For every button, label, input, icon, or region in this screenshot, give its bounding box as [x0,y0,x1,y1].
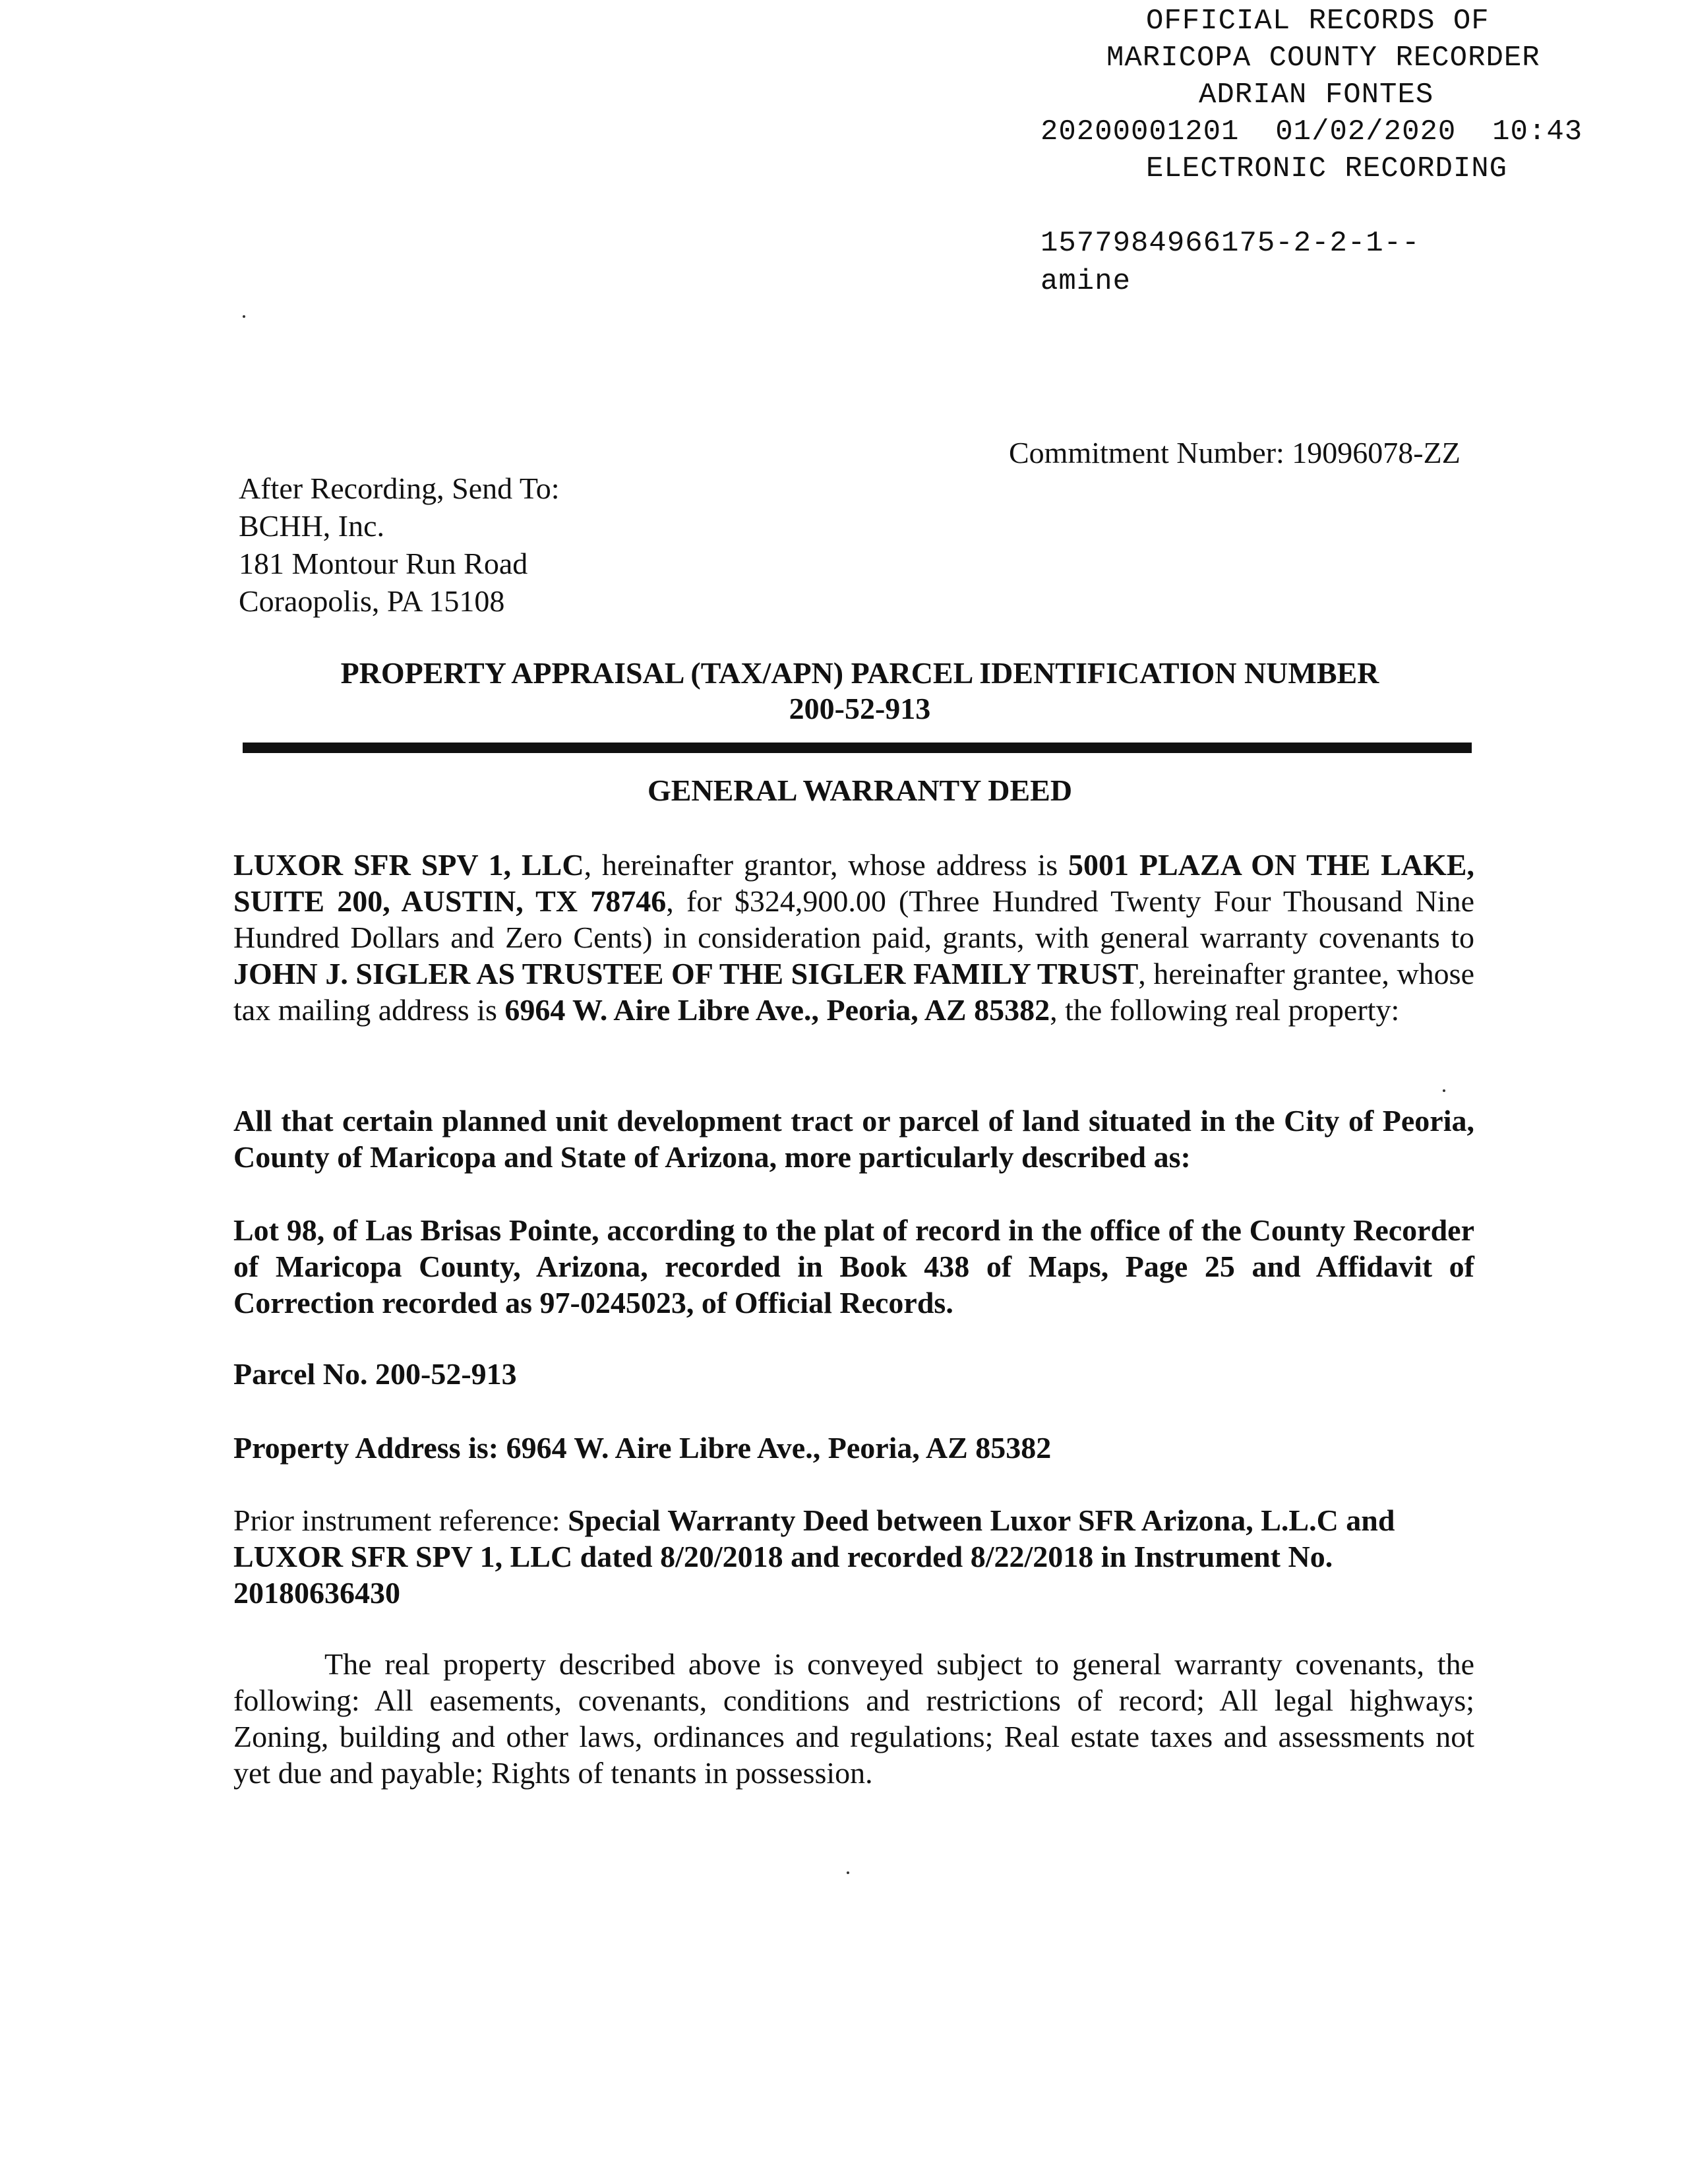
return-address [239,470,560,620]
property-address: Property Address is: 6964 W. Aire Libre Ave., Peoria, AZ 85382 [233,1431,1052,1465]
stamp-line-5: ELECTRONIC RECORDING [1146,152,1508,185]
apn-heading-title: PROPERTY APPRAISAL (TAX/APN) PARCEL IDENTIFICATION NUMBER [340,656,1379,690]
apn-heading-number: 200-52-913 [789,692,931,725]
stamp-line-3: ADRIAN FONTES [1199,78,1434,111]
stamp-id-line-2: amine [1040,265,1131,298]
grantee-address: 6964 W. Aire Libre Ave., Peoria, AZ 85382 [504,993,1050,1027]
grantee-name: JOHN J. SIGLER AS TRUSTEE OF THE SIGLER FAMILY TRUST [233,957,1139,990]
return-address-line-4: Coraopolis, PA 15108 [239,584,505,618]
scan-speck [847,1871,849,1874]
stamp-recording-number: 20200001201 01/02/2020 10:43 [1040,115,1583,148]
covenants-paragraph: The real property described above is conveyed subject to general warranty covenants, the following: All easements, covenants, conditions and restrictions of record; All legal highways; Zoning, building and other laws, ordinances and regulations; Real estate taxes and assessments not yet due and payable; Rights of tenants in possession. [233,1647,1474,1790]
prior-instrument-value: Special Warranty Deed between Luxor SFR Arizona, L.L.C and LUXOR SFR SPV 1, LLC dated 8/20/2018 and recorded 8/22/2018 in Instrument No. 20180636430 [233,1503,1395,1610]
return-address-line-1: After Recording, Send To: [239,471,560,505]
return-address-line-2: BCHH, Inc. [239,509,385,543]
apn-heading [239,655,1481,727]
conveyance-text-3: , hereinafter grantee, whose tax mailing address is [233,957,1474,1027]
stamp-line-2: MARICOPA COUNTY RECORDER [1106,42,1540,75]
conveyance-text-1: , hereinafter grantor, whose address is [584,848,1069,882]
grantor-address: 5001 PLAZA ON THE LAKE, SUITE 200, AUSTIN, TX 78746 [233,848,1474,918]
prior-instrument-reference [233,1502,1474,1611]
stamp-id [1040,224,1420,301]
return-address-line-3: 181 Montour Run Road [239,547,528,580]
heading-divider [243,743,1472,753]
grantor-name: LUXOR SFR SPV 1, LLC [233,848,584,882]
conveyance-text-2: , for $324,900.00 (Three Hundred Twenty Four Thousand Nine Hundred Dollars and Zero Cents) in consideration paid, grants, with general warranty covenants to [233,884,1474,954]
commitment-number: Commitment Number: 19096078-ZZ [1009,436,1461,470]
legal-description: Lot 98, of Las Brisas Pointe, according to the plat of record in the office of the County Recorder of Maricopa County, Arizona, recorded in Book 438 of Maps, Page 25 and Affidavit of Correction recorded as 97-0245023, of Official Records. [233,1213,1474,1320]
parcel-number: Parcel No. 200-52-913 [233,1357,517,1391]
stamp-line-1: OFFICIAL RECORDS OF [1146,5,1490,38]
deed-title: GENERAL WARRANTY DEED [647,774,1073,807]
prior-instrument-label: Prior instrument reference: [233,1503,568,1537]
scan-speck [1443,1089,1445,1092]
conveyance-text-4: , the following real property: [1050,993,1400,1027]
recorder-stamp [1015,3,1675,187]
conveyance-paragraph [233,847,1474,1028]
scan-speck [243,315,245,318]
stamp-id-line-1: 1577984966175-2-2-1-- [1040,227,1420,260]
land-description-intro: All that certain planned unit development tract or parcel of land situated in the City of Peoria, County of Maricopa and State of Arizona, more particularly described as: [233,1104,1474,1174]
